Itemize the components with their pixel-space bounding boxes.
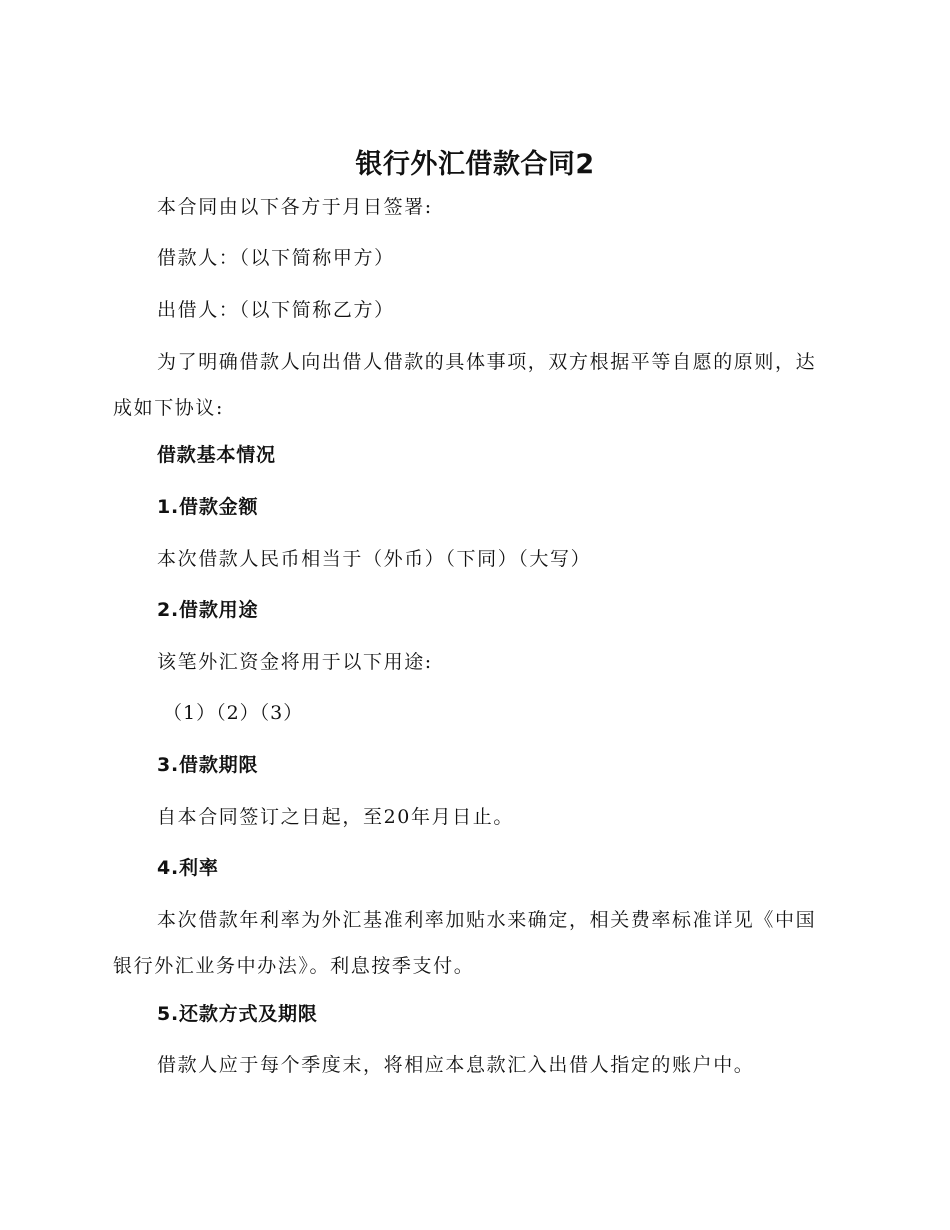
borrower-line: 借款人：（以下简称甲方） [157,247,395,269]
document-title: 银行外汇借款合同2 [355,149,595,180]
item-list-purpose: （1）（2）（3） [163,702,304,724]
section-heading: 借款基本情况 [157,444,276,466]
item-body-rate: 本次借款年利率为外汇基准利率加贴水来确定，相关费率标准详见《中国银行外汇业务中办法》。利息按季支付。 [113,909,817,977]
item-heading-rate: 4.利率 [157,857,219,879]
item-body-term: 自本合同签订之日起，至20年月日止。 [157,806,514,828]
item-body-purpose: 该笔外汇资金将用于以下用途: [157,651,433,673]
item-body-repayment: 借款人应于每个季度末，将相应本息款汇入出借人指定的账户中。 [157,1054,755,1076]
purpose-statement: 为了明确借款人向出借人借款的具体事项，双方根据平等自愿的原则，达成如下协议: [113,351,817,419]
intro-paragraph: 本合同由以下各方于月日签署: [157,196,433,218]
item-body-amount: 本次借款人民币相当于（外币）（下同）（大写） [157,548,592,570]
item-heading-amount: 1.借款金额 [157,496,259,518]
item-heading-repayment: 5.还款方式及期限 [157,1003,318,1025]
item-heading-purpose: 2.借款用途 [157,599,259,621]
lender-line: 出借人：（以下简称乙方） [157,299,395,321]
item-heading-term: 3.借款期限 [157,754,259,776]
